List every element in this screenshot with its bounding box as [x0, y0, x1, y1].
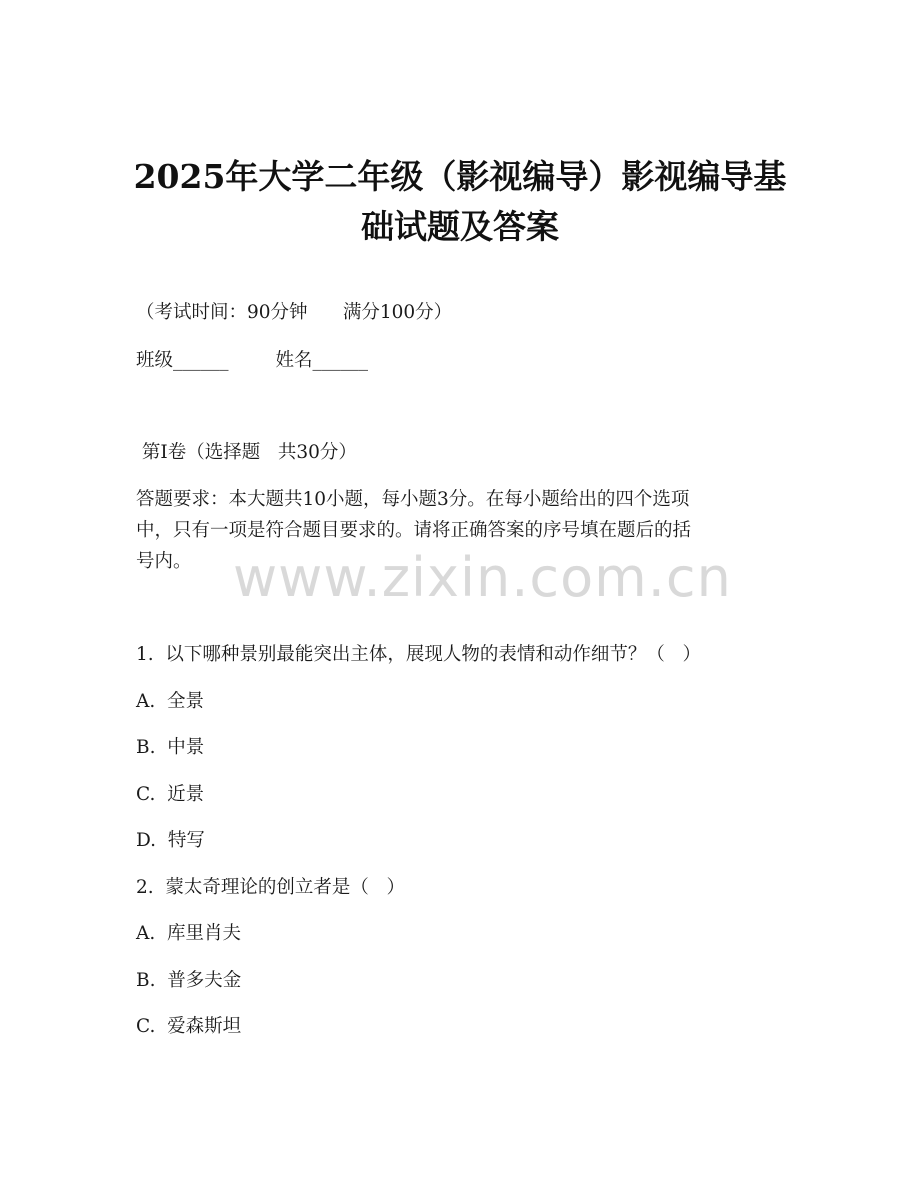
- watermark: www.zixin.com.cn: [233, 546, 732, 609]
- document-title-line-1: 2025年大学二年级（影视编导）影视编导基: [133, 157, 787, 196]
- instructions-line: 号内。: [136, 551, 192, 572]
- question-1-option-b: B. 中景: [136, 737, 205, 758]
- question-1-stem: 1. 以下哪种景别最能突出主体，展现人物的表情和动作细节？（ ）: [136, 644, 702, 665]
- question-2-stem: 2. 蒙太奇理论的创立者是（ ）: [136, 877, 406, 898]
- question-1-option-c: C. 近景: [136, 784, 205, 805]
- instructions-line: 中，只有一项是符合题目要求的。请将正确答案的序号填在题后的括: [136, 520, 692, 541]
- question-1-option-a: A. 全景: [136, 691, 205, 712]
- student-fields: 班级______ 姓名______: [136, 350, 369, 371]
- question-2-option-a: A. 库里肖夫: [136, 923, 242, 944]
- instructions-paragraph: [136, 484, 791, 577]
- question-2-option-b: B. 普多夫金: [136, 970, 242, 991]
- question-1-option-d: D. 特写: [136, 830, 205, 851]
- question-2-option-c: C. 爱森斯坦: [136, 1016, 242, 1037]
- document-title-line-2: 础试题及答案: [361, 207, 559, 246]
- instructions-line: 答题要求：本大题共10小题，每小题3分。在每小题给出的四个选项: [136, 489, 690, 510]
- exam-info: （考试时间：90分钟 满分100分）: [136, 302, 453, 323]
- section-heading: 第Ⅰ卷（选择题 共30分）: [136, 442, 357, 463]
